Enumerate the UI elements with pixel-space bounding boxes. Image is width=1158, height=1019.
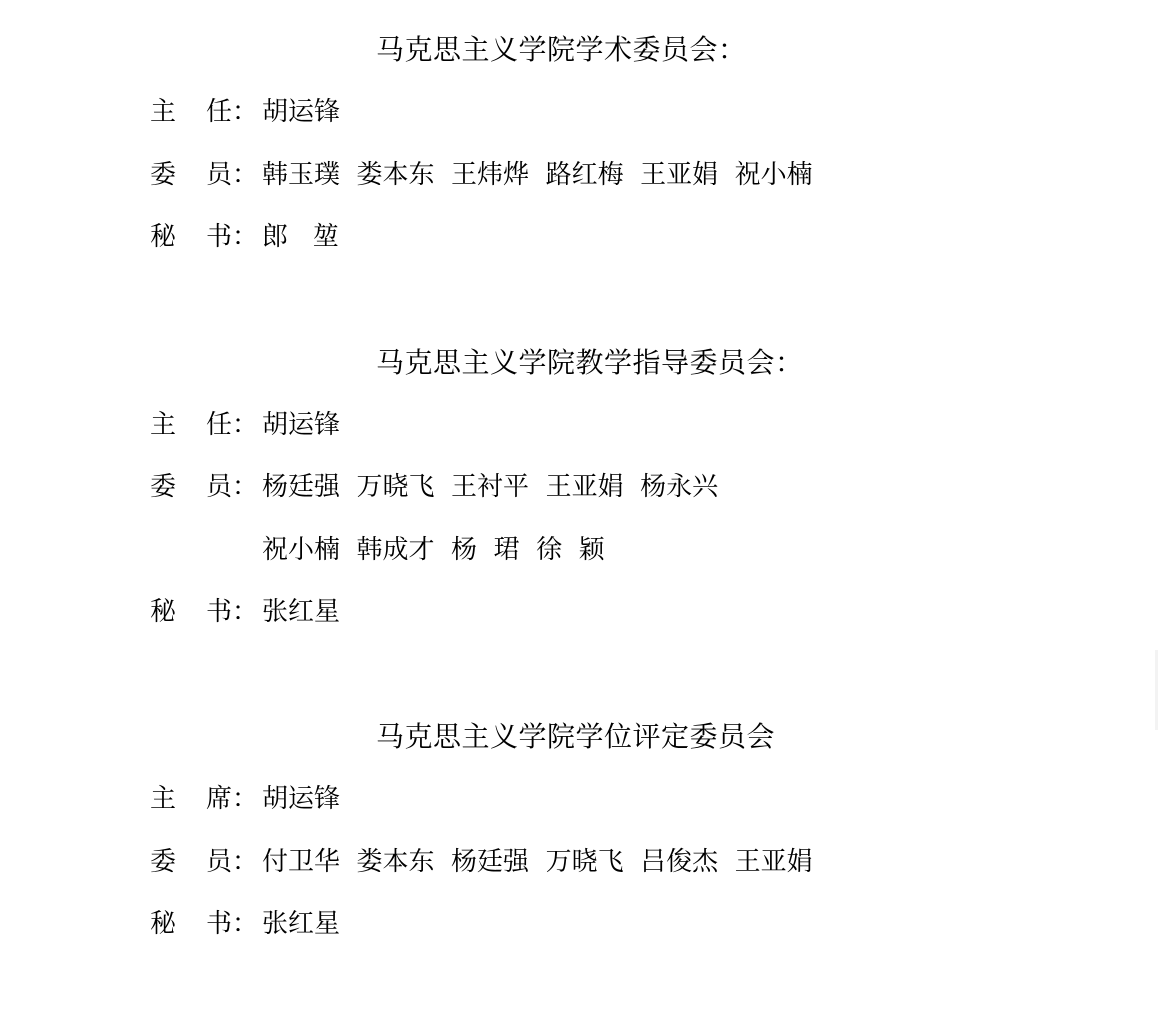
- member-names: 韩玉璞 娄本东 王炜烨 路红梅 王亚娟 祝小楠: [262, 160, 813, 190]
- row-secretary: [150, 596, 340, 628]
- role-label: 主 席：: [150, 784, 259, 814]
- member-names: 杨廷强 万晓飞 王衬平 王亚娟 杨永兴: [262, 472, 719, 502]
- member-names-continuation: 祝小楠 韩成才 杨 珺 徐 颖: [262, 535, 605, 565]
- member-names: 胡运锋: [262, 784, 341, 814]
- role-label: 委 员：: [150, 160, 259, 190]
- role-label: 主 任：: [150, 97, 259, 127]
- role-label: 秘 书：: [150, 909, 259, 939]
- row-members: [150, 471, 718, 503]
- row-secretary: [150, 908, 340, 940]
- member-names: 张红星: [262, 597, 341, 627]
- role-label: 秘 书：: [150, 597, 259, 627]
- member-names: 胡运锋: [262, 97, 341, 127]
- role-label: 委 员：: [150, 847, 259, 877]
- section-title-degree-committee: 马克思主义学院学位评定委员会: [376, 720, 776, 753]
- row-chair: [150, 783, 340, 815]
- member-names: 付卫华 娄本东 杨廷强 万晓飞 吕俊杰 王亚娟: [262, 847, 813, 877]
- row-members: [150, 159, 813, 191]
- row-secretary: [150, 221, 339, 253]
- member-names: 胡运锋: [262, 410, 341, 440]
- member-names: 郎 堃: [262, 222, 339, 252]
- member-names: 张红星: [262, 909, 341, 939]
- role-label: 委 员：: [150, 472, 259, 502]
- role-label: 秘 书：: [150, 222, 259, 252]
- row-director: [150, 409, 340, 441]
- role-label: 主 任：: [150, 410, 259, 440]
- section-title-teaching-committee: 马克思主义学院教学指导委员会：: [376, 346, 804, 379]
- section-title-academic-committee: 马克思主义学院学术委员会：: [376, 33, 747, 66]
- row-members: [150, 846, 813, 878]
- row-director: [150, 96, 340, 128]
